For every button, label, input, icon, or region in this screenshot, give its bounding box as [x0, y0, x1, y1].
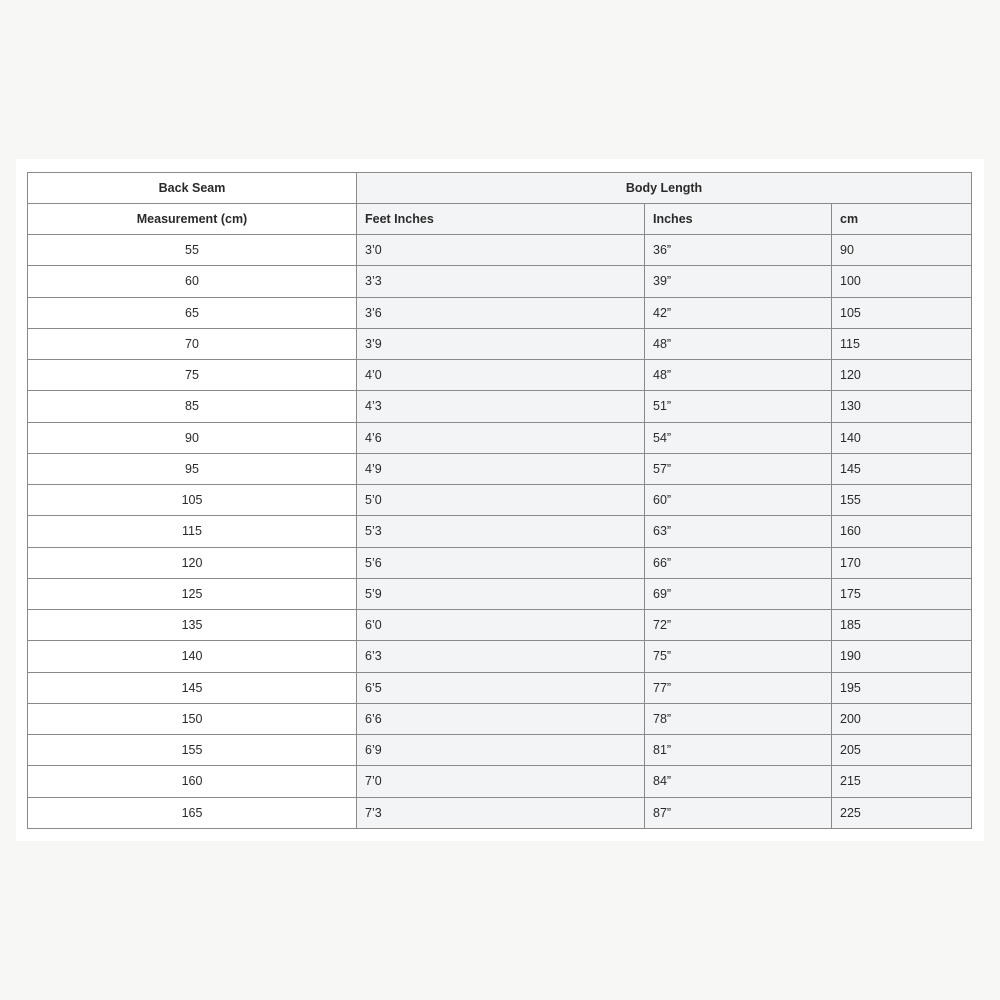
- inches-cell: 48”: [645, 328, 832, 359]
- feet-inches-cell: 4’9: [357, 453, 645, 484]
- back-seam-cm-cell: 150: [28, 703, 357, 734]
- table-row: [28, 266, 972, 297]
- cm-cell: 145: [832, 453, 972, 484]
- back-seam-cm-cell: 75: [28, 360, 357, 391]
- header-measurement-cm: Measurement (cm): [28, 204, 357, 235]
- inches-cell: 75”: [645, 641, 832, 672]
- cm-cell: 115: [832, 328, 972, 359]
- table-row: [28, 485, 972, 516]
- feet-inches-cell: 4’0: [357, 360, 645, 391]
- feet-inches-cell: 6’6: [357, 703, 645, 734]
- cm-cell: 200: [832, 703, 972, 734]
- cm-cell: 195: [832, 672, 972, 703]
- back-seam-cm-cell: 125: [28, 578, 357, 609]
- feet-inches-cell: 3’3: [357, 266, 645, 297]
- table-row: [28, 766, 972, 797]
- header-row-columns: [28, 204, 972, 235]
- feet-inches-cell: 6’5: [357, 672, 645, 703]
- cm-cell: 130: [832, 391, 972, 422]
- table-row: [28, 297, 972, 328]
- table-row: [28, 703, 972, 734]
- table-row: [28, 641, 972, 672]
- inches-cell: 87”: [645, 797, 832, 829]
- inches-cell: 77”: [645, 672, 832, 703]
- table-row: [28, 547, 972, 578]
- table-row: [28, 235, 972, 266]
- back-seam-cm-cell: 155: [28, 735, 357, 766]
- cm-cell: 190: [832, 641, 972, 672]
- cm-cell: 205: [832, 735, 972, 766]
- back-seam-cm-cell: 65: [28, 297, 357, 328]
- inches-cell: 51”: [645, 391, 832, 422]
- back-seam-cm-cell: 165: [28, 797, 357, 829]
- back-seam-cm-cell: 140: [28, 641, 357, 672]
- table-body: [28, 235, 972, 829]
- inches-cell: 84”: [645, 766, 832, 797]
- table-row: [28, 672, 972, 703]
- inches-cell: 66”: [645, 547, 832, 578]
- inches-cell: 42”: [645, 297, 832, 328]
- feet-inches-cell: 6’9: [357, 735, 645, 766]
- size-chart-card: [16, 159, 984, 841]
- inches-cell: 54”: [645, 422, 832, 453]
- table-row: [28, 578, 972, 609]
- inches-cell: 57”: [645, 453, 832, 484]
- feet-inches-cell: 7’0: [357, 766, 645, 797]
- inches-cell: 78”: [645, 703, 832, 734]
- cm-cell: 100: [832, 266, 972, 297]
- back-seam-cm-cell: 85: [28, 391, 357, 422]
- cm-cell: 225: [832, 797, 972, 829]
- header-body-length: Body Length: [357, 173, 972, 204]
- feet-inches-cell: 5’9: [357, 578, 645, 609]
- inches-cell: 81”: [645, 735, 832, 766]
- back-seam-cm-cell: 160: [28, 766, 357, 797]
- table-row: [28, 328, 972, 359]
- inches-cell: 69”: [645, 578, 832, 609]
- table-row: [28, 735, 972, 766]
- feet-inches-cell: 6’3: [357, 641, 645, 672]
- feet-inches-cell: 5’0: [357, 485, 645, 516]
- cm-cell: 215: [832, 766, 972, 797]
- size-chart-table: [27, 172, 972, 829]
- feet-inches-cell: 5’6: [357, 547, 645, 578]
- back-seam-cm-cell: 70: [28, 328, 357, 359]
- back-seam-cm-cell: 105: [28, 485, 357, 516]
- inches-cell: 60”: [645, 485, 832, 516]
- header-inches: Inches: [645, 204, 832, 235]
- header-back-seam: Back Seam: [28, 173, 357, 204]
- feet-inches-cell: 7’3: [357, 797, 645, 829]
- table-row: [28, 391, 972, 422]
- inches-cell: 39”: [645, 266, 832, 297]
- back-seam-cm-cell: 135: [28, 610, 357, 641]
- feet-inches-cell: 6’0: [357, 610, 645, 641]
- table-row: [28, 453, 972, 484]
- feet-inches-cell: 4’3: [357, 391, 645, 422]
- feet-inches-cell: 5’3: [357, 516, 645, 547]
- cm-cell: 120: [832, 360, 972, 391]
- header-row-group: [28, 173, 972, 204]
- back-seam-cm-cell: 115: [28, 516, 357, 547]
- cm-cell: 185: [832, 610, 972, 641]
- back-seam-cm-cell: 90: [28, 422, 357, 453]
- cm-cell: 105: [832, 297, 972, 328]
- back-seam-cm-cell: 95: [28, 453, 357, 484]
- table-row: [28, 360, 972, 391]
- table-row: [28, 797, 972, 829]
- feet-inches-cell: 3’0: [357, 235, 645, 266]
- cm-cell: 160: [832, 516, 972, 547]
- cm-cell: 90: [832, 235, 972, 266]
- inches-cell: 63”: [645, 516, 832, 547]
- back-seam-cm-cell: 145: [28, 672, 357, 703]
- cm-cell: 175: [832, 578, 972, 609]
- cm-cell: 155: [832, 485, 972, 516]
- table-row: [28, 516, 972, 547]
- back-seam-cm-cell: 55: [28, 235, 357, 266]
- table-row: [28, 610, 972, 641]
- cm-cell: 140: [832, 422, 972, 453]
- header-feet-inches: Feet Inches: [357, 204, 645, 235]
- header-cm: cm: [832, 204, 972, 235]
- inches-cell: 36”: [645, 235, 832, 266]
- feet-inches-cell: 3’6: [357, 297, 645, 328]
- inches-cell: 72”: [645, 610, 832, 641]
- inches-cell: 48”: [645, 360, 832, 391]
- back-seam-cm-cell: 120: [28, 547, 357, 578]
- back-seam-cm-cell: 60: [28, 266, 357, 297]
- feet-inches-cell: 3’9: [357, 328, 645, 359]
- cm-cell: 170: [832, 547, 972, 578]
- table-row: [28, 422, 972, 453]
- feet-inches-cell: 4’6: [357, 422, 645, 453]
